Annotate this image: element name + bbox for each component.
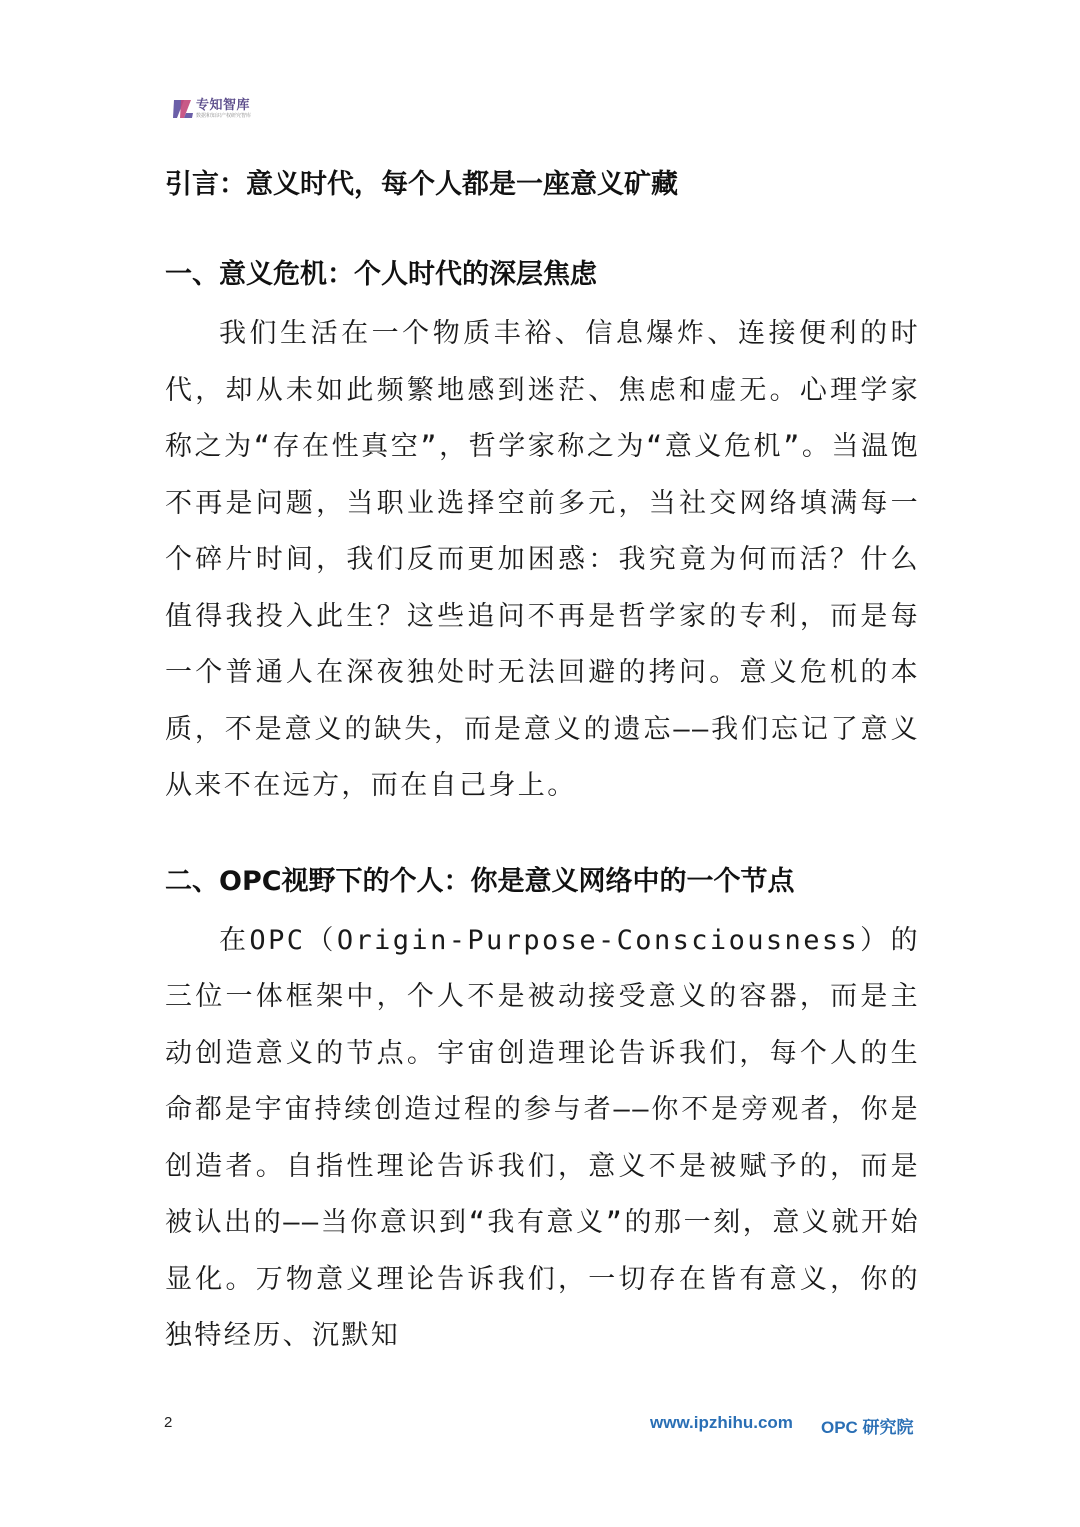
footer-url-link[interactable]: www.ipzhihu.com [650,1413,793,1432]
section1-heading: 一、意义危机：个人时代的深层焦虑 [165,259,597,290]
logo-tagline: 数据和知识产权研究智库 [196,113,252,119]
section2-heading: 二、OPC视野下的个人：你是意义网络中的一个节点 [165,865,795,897]
logo-name: 专知智库 [196,98,251,113]
section2-paragraph: 在OPC（Origin-Purpose-Consciousness）的三位一体框架中，个人不是被动接受意义的容器，而是主动创造意义的节点。宇宙创造理论告诉我们，每个人的生命都是宇宙持续创造过程的参与者——你不是旁观者，你是创造者。自指性理论告诉我们，意义不是被赋予的，而是被认出的——当你意识到“我有意义”的那一刻，意义就开始显化。万物意义理论告诉我们，一切存在皆有意义，你的独特经历、沉默知 [165,924,920,1351]
intro-heading: 引言：意义时代，每个人都是一座意义矿藏 [165,169,678,200]
section1-paragraph: 我们生活在一个物质丰裕、信息爆炸、连接便利的时代，却从未如此频繁地感到迷茫、焦虑和虚无。心理学家称之为“存在性真空”，哲学家称之为“意义危机”。当温饱不再是问题，当职业选择空前多元，当社交网络填满每一个碎片时间，我们反而更加困惑：我究竟为何而活？什么值得我投入此生？这些追问不再是哲学家的专利，而是每一个普通人在深夜独处时无法回避的拷问。意义危机的本质，不是意义的缺失，而是意义的遗忘——我们忘记了意义从来不在远方，而在自己身上。 [165,318,920,801]
zhuanzhi-logo-icon [172,97,194,121]
footer-org-name: OPC 研究院 [821,1418,914,1437]
page-number: 2 [164,1414,173,1431]
document-body [165,160,920,1365]
header-logo [172,94,251,124]
page-footer [0,1412,1080,1442]
